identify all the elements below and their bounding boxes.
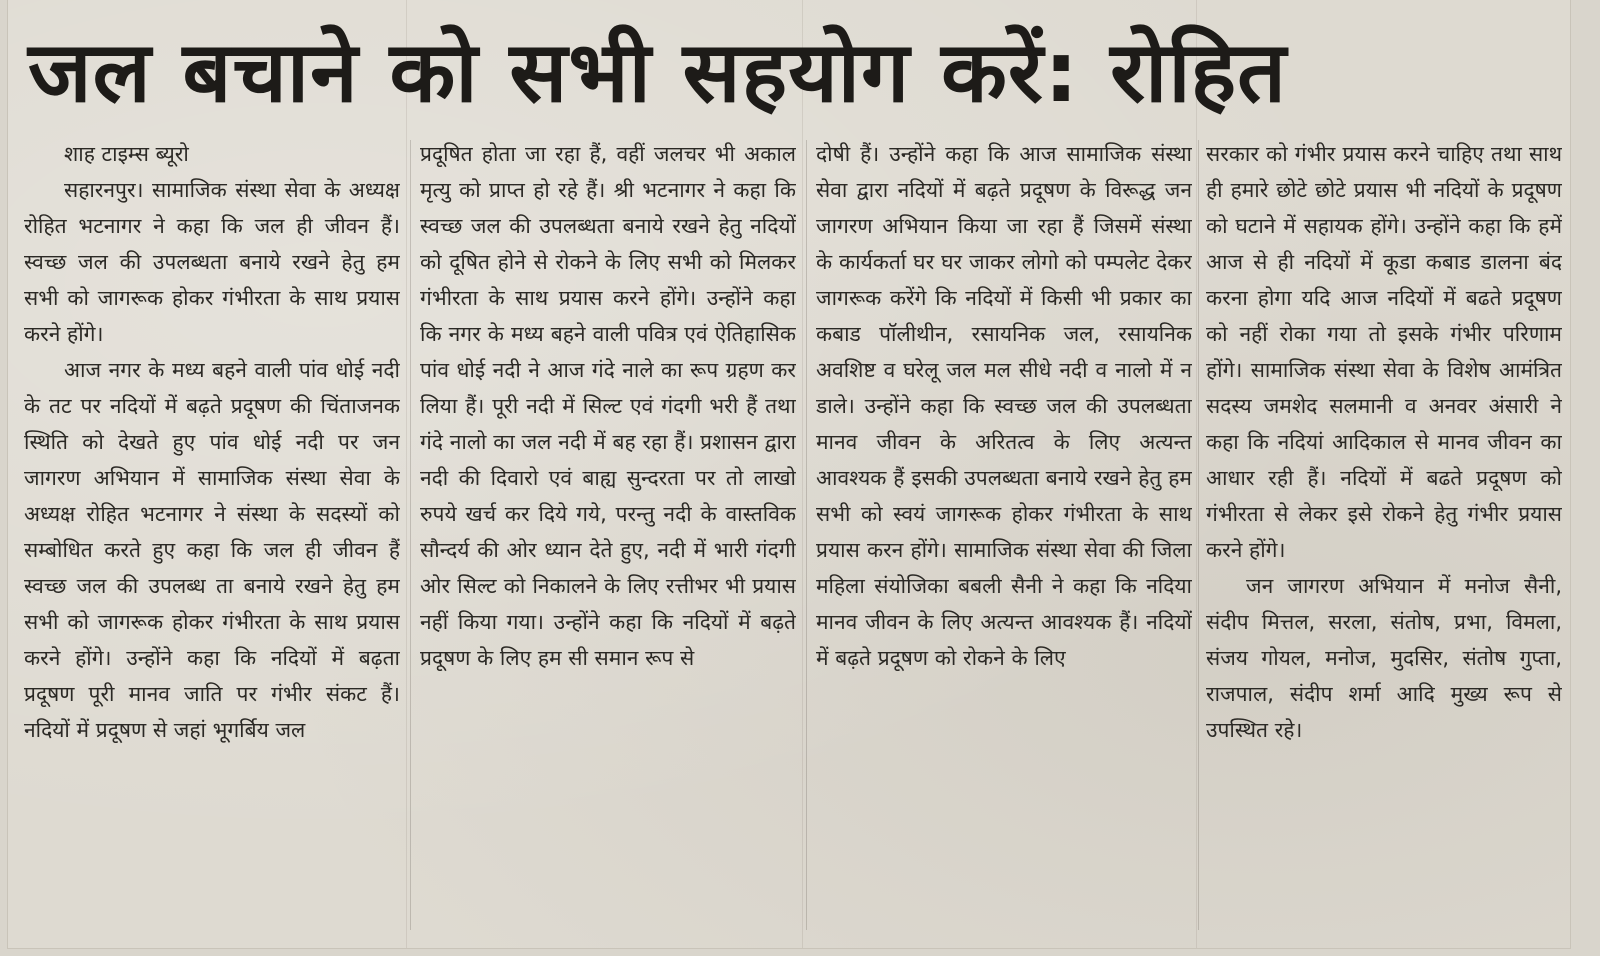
column-rule xyxy=(1198,140,1199,930)
article-paragraph: जन जागरण अभियान में मनोज सैनी, संदीप मित्तल, सरला, संतोष, प्रभा, विमला, संजय गोयल, मनोज, मुदसिर, संतोष गुप्ता, राजपाल, संदीप शर्मा आदि मुख्य रूप से उपस्थित रहे। xyxy=(1206,574,1562,742)
article-paragraph: दोषी हैं। उन्होंने कहा कि आज सामाजिक संस्था सेवा द्वारा नदियों में बढ़ते प्रदूषण के विरूद्ध जन जागरण अभियान किया जा रहा हैं जिसमें संस्था के कार्यकर्ता घर घर जाकर लोगो को पम्पलेट देकर जागरूक करेंगे कि नदियों में किसी भी प्रकार का कबाड पॉलीथीन, रसायनिक जल, रसायनिक अवशिष्ट व घरेलू जल मल सीधे नदी व नालो में न डाले। उन्होंने कहा कि स्वच्छ जल की उपलब्धता मानव जीवन के अरितत्व के लिए अत्यन्त आवश्यक हैं इसकी उपलब्धता बनाये रखने हेतु हम सभी को स्वयं जागरूक होकर गंभीरता के साथ प्रयास करन होंगे। सामाजिक संस्था सेवा की जिला महिला संयोजिका बबली सैनी ने कहा कि नदिया मानव जीवन के लिए अत्यन्त आवश्यक हैं। नदियों में बढ़ते प्रदूषण को रोकने के लिए xyxy=(816,142,1192,670)
article-paragraph: प्रदूषित होता जा रहा हैं, वहीं जलचर भी अकाल मृत्यु को प्राप्त हो रहे हैं। श्री भटनागर ने कहा कि स्वच्छ जल की उपलब्धता बनाये रखने हेतु नदियों को दूषित होने से रोकने के लिए सभी को मिलकर गंभीरता के साथ प्रयास करने होंगे। उन्होंने कहा कि नगर के मध्य बहने वाली पवित्र एवं ऐतिहासिक पांव धोई नदी ने आज गंदे नाले का रूप ग्रहण कर लिया हैं। पूरी नदी में सिल्ट एवं गंदगी भरी हैं तथा गंदे नालो का जल नदी में बह रहा हैं। प्रशासन द्वारा नदी की दिवारो एवं बाह्य सुन्दरता पर तो लाखो रुपये खर्च कर दिये गये, परन्तु नदी के वास्तविक सौन्दर्य की ओर ध्यान देते हुए, नदी में भारी गंदगी ओर सिल्ट को निकालने के लिए रत्तीभर भी प्रयास नहीं किया गया। उन्होंने कहा कि नदियों में बढ़ते प्रदूषण के लिए हम सी समान रूप से xyxy=(420,142,796,670)
article-paragraph: सहारनपुर। सामाजिक संस्था सेवा के अध्यक्ष रोहित भटनागर ने कहा कि जल ही जीवन हैं। स्वच्छ जल की उपलब्धता बनाये रखने हेतु हम सभी को जागरूक होकर गंभीरता के साथ प्रयास करने होंगे। xyxy=(24,178,400,346)
article-column-4 xyxy=(1206,136,1562,936)
article-column-3 xyxy=(816,136,1192,936)
newspaper-clipping xyxy=(8,0,1570,948)
article-column-1 xyxy=(24,136,400,936)
column-rule xyxy=(806,140,807,930)
article-paragraph: आज नगर के मध्य बहने वाली पांव धोई नदी के तट पर नदियों में बढ़ते प्रदूषण की चिंताजनक स्थिति को देखते हुए पांव धोई नदी पर जन जागरण अभियान में सामाजिक संस्था सेवा के अध्यक्ष रोहित भटनागर ने संस्था के सदस्यों को सम्बोधित करते हुए कहा कि जल ही जीवन हैं स्वच्छ जल की उपलब्ध ता बनाये रखने हेतु हम सभी को जागरूक होकर गंभीरता के साथ प्रयास करने होंगे। उन्होंने कहा कि नदियों में बढ़ता प्रदूषण पूरी मानव जाति पर गंभीर संकट हैं। नदियों में प्रदूषण से जहां भूगर्बिय जल xyxy=(24,358,400,742)
article-column-2 xyxy=(420,136,796,936)
column-fold xyxy=(802,0,803,948)
byline: शाह टाइम्स ब्यूरो xyxy=(64,142,189,166)
column-fold xyxy=(406,0,407,948)
article-paragraph: सरकार को गंभीर प्रयास करने चाहिए तथा साथ ही हमारे छोटे छोटे प्रयास भी नदियों के प्रदूषण को घटाने में सहायक होंगे। उन्होंने कहा कि हमें आज से ही नदियों में कूडा कबाड डालना बंद करना होगा यदि आज नदियों में बढते प्रदूषण को नहीं रोका गया तो इसके गंभीर परिणाम होंगे। सामाजिक संस्था सेवा के विशेष आमंत्रित सदस्य जमशेद सलमानी व अनवर अंसारी ने कहा कि नदियां आदिकाल से मानव जीवन का आधार रही हैं। नदियों में बढते प्रदूषण को गंभीरता से लेकर इसे रोकने हेतु गंभीर प्रयास करने होंगे। xyxy=(1206,142,1562,562)
headline: जल बचाने को सभी सहयोग करें: रोहित xyxy=(28,23,1287,121)
column-fold xyxy=(1196,0,1197,948)
column-rule xyxy=(410,140,411,930)
